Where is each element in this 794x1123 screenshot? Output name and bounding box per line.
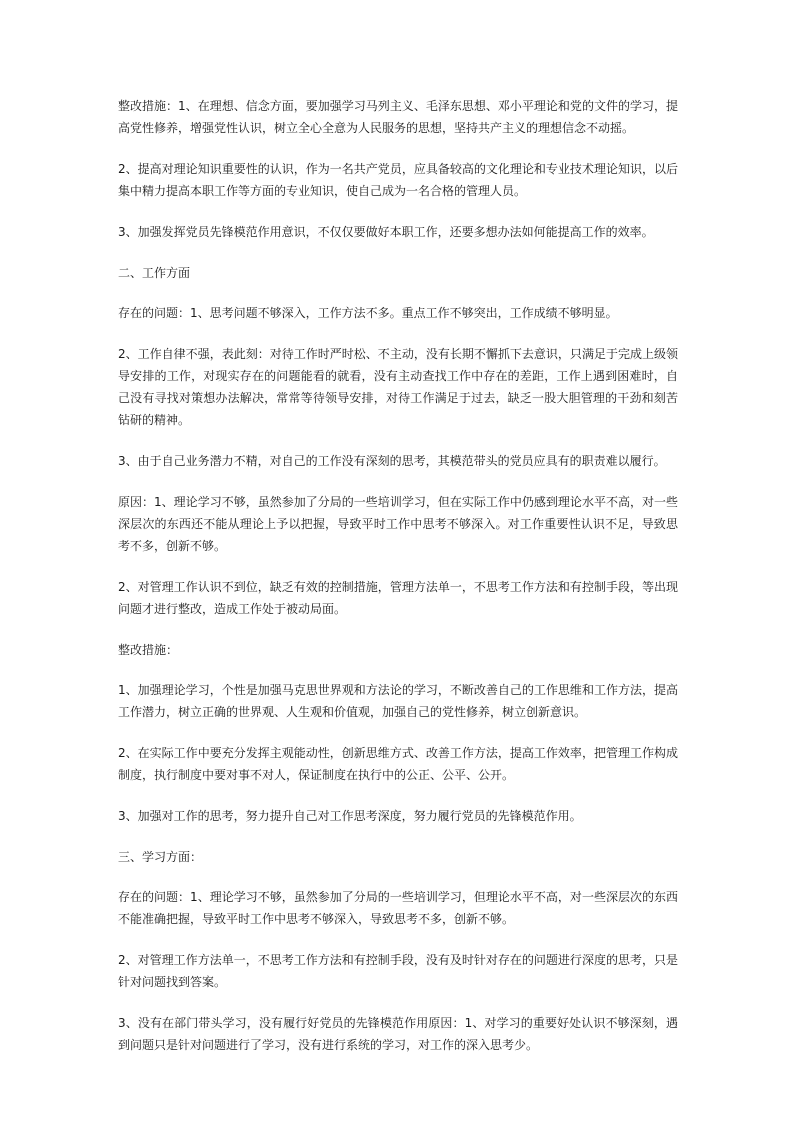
paragraph-rectification-2: 2、提高对理论知识重要性的认识，作为一名共产党员，应具备较高的文化理论和专业技术理论知识，以后集中精力提高本职工作等方面的专业知识，使自己成为一名合格的管理人员。 (118, 162, 678, 198)
paragraph-study-problem-3: 3、没有在部门带头学习，没有履行好党员的先锋模范作用原因：1、对学习的重要好处认识不够深刻，遇到问题只是针对问题进行了学习，没有进行系统的学习，对工作的深入思考少。 (118, 1016, 678, 1052)
paragraph-study-problem-2: 2、对管理工作方法单一，不思考工作方法和有控制手段，没有及时针对存在的问题进行深度的思考，只是针对问题找到答案。 (118, 953, 678, 989)
subheading-rectification: 整改措施： (118, 643, 179, 657)
section-heading-work: 二、工作方面 (118, 266, 191, 280)
paragraph-work-measure-1: 1、加强理论学习，个性是加强马克思世界观和方法论的学习，不断改善自己的工作思维和工作方法，提高工作潜力，树立正确的世界观、人生观和价值观，加强自己的党性修养，树立创新意识。 (118, 683, 678, 719)
paragraph-work-measure-3: 3、加强对工作的思考，努力提升自己对工作思考深度，努力履行党员的先锋模范作用。 (118, 809, 582, 823)
paragraph-work-cause-2: 2、对管理工作认识不到位，缺乏有效的控制措施，管理方法单一，不思考工作方法和有控制手段，等出现问题才进行整改，造成工作处于被动局面。 (118, 580, 678, 616)
paragraph-rectification-3: 3、加强发挥党员先锋模范作用意识，不仅仅要做好本职工作，还要多想办法如何能提高工作的效率。 (118, 225, 654, 239)
paragraph-work-problem-3: 3、由于自己业务潜力不精，对自己的工作没有深刻的思考，其模范带头的党员应具有的职责难以履行。 (118, 454, 666, 468)
paragraph-work-problems: 存在的问题：1、思考问题不够深入，工作方法不多。重点工作不够突出，工作成绩不够明显。 (118, 306, 618, 320)
paragraph-work-measure-2: 2、在实际工作中要充分发挥主观能动性，创新思维方式、改善工作方法，提高工作效率，把管理工作构成制度，执行制度中要对事不对人，保证制度在执行中的公正、公平、公开。 (118, 746, 678, 782)
section-heading-study: 三、学习方面： (118, 850, 203, 864)
paragraph-rectification-1: 整改措施：1、在理想、信念方面，要加强学习马列主义、毛泽东思想、邓小平理论和党的文件的学习，提高党性修养，增强党性认识，树立全心全意为人民服务的思想，坚持共产主义的理想信念不动摇。 (118, 99, 678, 135)
document-body (118, 95, 678, 1075)
paragraph-study-problem-1: 存在的问题：1、理论学习不够，虽然参加了分局的一些培训学习，但理论水平不高，对一些深层次的东西不能准确把握，导致平时工作中思考不够深入，导致思考不多，创新不够。 (118, 890, 678, 926)
paragraph-work-cause-1: 原因：1、理论学习不够，虽然参加了分局的一些培训学习，但在实际工作中仍感到理论水平不高，对一些深层次的东西还不能从理论上予以把握，导致平时工作中思考不够深入。对工作重要性认识不足，导致思考不多，创新不够。 (118, 495, 678, 553)
paragraph-work-problem-2: 2、工作自律不强，表此刻：对待工作时严时松、不主动，没有长期不懈抓下去意识，只满足于完成上级领导安排的工作，对现实存在的问题能看的就看，没有主动查找工作中存在的差距，工作上遇到困难时，自己没有寻找对策想办法解决，常常等待领导安排，对待工作满足于过去，缺乏一股大胆管理的干劲和刻苦钻研的精神。 (118, 347, 678, 427)
